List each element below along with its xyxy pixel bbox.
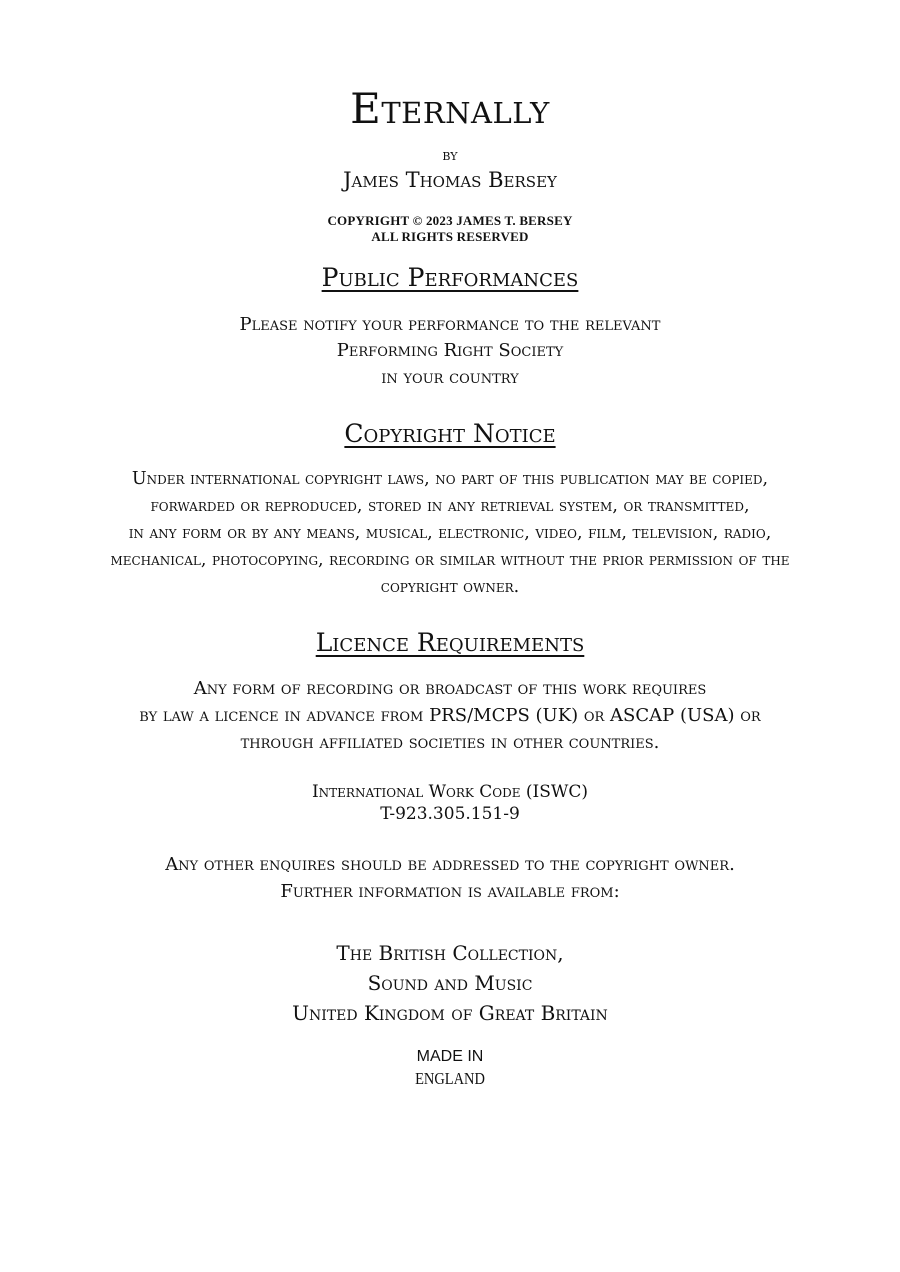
by-label: by [442,146,458,164]
licence-requirements-line: through affiliated societies in other countries. [240,732,660,753]
page-title: Eternally [350,84,550,133]
copyright-notice-heading: Copyright Notice [344,419,556,448]
rights-reserved-line: ALL RIGHTS RESERVED [371,229,529,244]
public-performances-line: in your country [381,367,519,388]
copyright-notice-line: copyright owner. [380,577,520,597]
copyright-notice-line: Under international copyright laws, no part of this publication may be copied, [131,469,769,489]
enquiries-line: Any other enquires should be addressed to the copyright owner. [165,854,735,875]
iswc-label: International Work Code (ISWC) [311,782,589,802]
licence-requirements-line: by law a licence in advance from PRS/MCPS (UK) or ASCAP (USA) or [139,705,761,726]
copyright-notice-line: forwarded or reproduced, stored in any retrieval system, or transmitted, [150,496,750,516]
licence-requirements-heading: Licence Requirements [315,628,585,657]
public-performances-heading: Public Performances [321,263,579,292]
address-line: Sound and Music [367,971,533,995]
iswc-value: T-923.305.151-9 [380,804,520,824]
copyright-notice-line: mechanical, photocopying, recording or similar without the prior permission of the [110,550,790,570]
licence-requirements-line: Any form of recording or broadcast of this work requires [193,678,707,699]
composer-name: James Thomas Bersey [343,168,557,192]
copyright-notice-line: in any form or by any means, musical, electronic, video, film, television, radio, [128,523,772,543]
public-performances-line: Please notify your performance to the relevant [239,314,661,335]
address-line: The British Collection, [336,941,564,965]
public-performances-line: Performing Right Society [336,340,564,361]
enquiries-line: Further information is available from: [280,881,620,902]
copyright-line: COPYRIGHT © 2023 JAMES T. BERSEY [327,213,573,228]
made-in-label: MADE IN [416,1048,484,1065]
address-line: United Kingdom of Great Britain [292,1001,608,1025]
made-in-country: ENGLAND [415,1069,485,1088]
